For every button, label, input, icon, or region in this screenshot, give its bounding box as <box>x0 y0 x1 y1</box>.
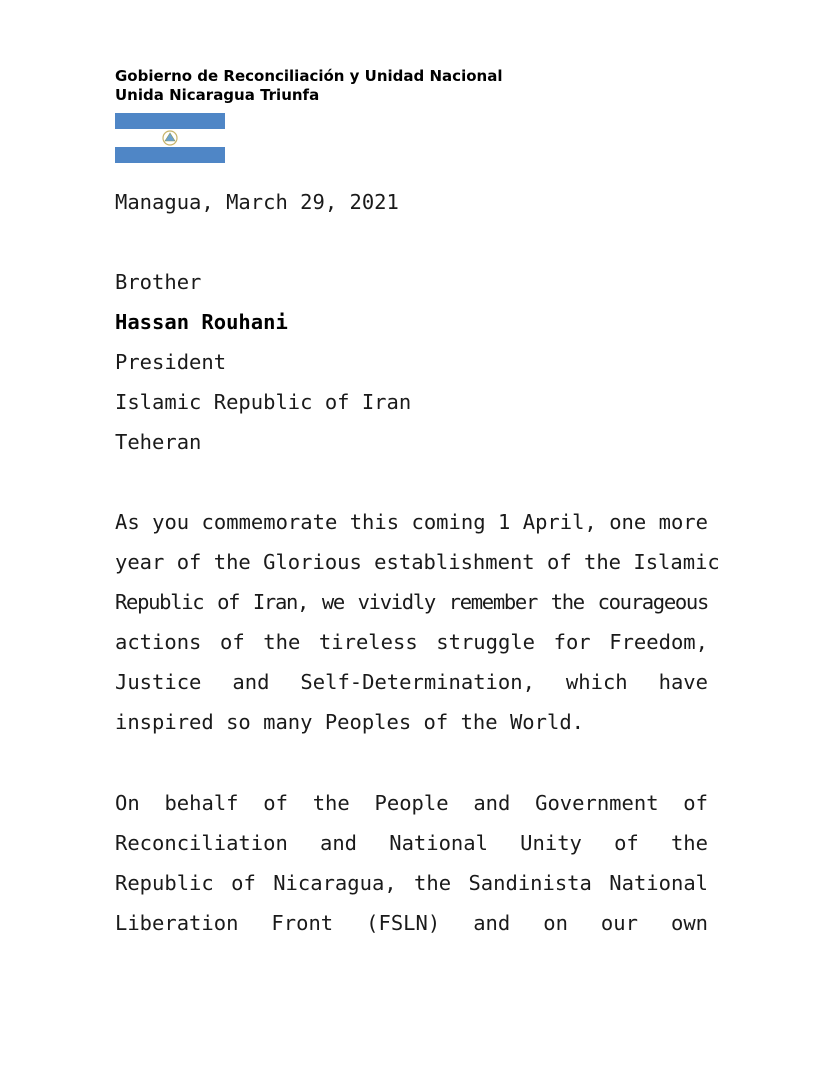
paragraph-line: Liberation Front (FSLN) and on our own <box>115 911 708 935</box>
paragraph-line: actions of the tireless struggle for Freedom, <box>115 630 708 654</box>
paragraph-line: year of the Glorious establishment of the Islamic <box>115 550 720 574</box>
letter-date: Managua, March 29, 2021 <box>115 190 399 214</box>
paragraph-line: Reconciliation and National Unity of the <box>115 831 708 855</box>
nicaragua-flag-icon <box>115 113 225 163</box>
recipient-country: Islamic Republic of Iran <box>115 390 412 414</box>
letterhead <box>115 67 502 105</box>
paragraph-line: As you commemorate this coming 1 April, one more <box>115 510 708 534</box>
paragraph-line: Republic of Nicaragua, the Sandinista National <box>115 871 708 895</box>
paragraph-line: On behalf of the People and Government of <box>115 791 708 815</box>
body-paragraph-1 <box>115 508 720 748</box>
recipient-name: Hassan Rouhani <box>115 310 288 334</box>
paragraph-line: Republic of Iran, we vividly remember the courageous <box>115 590 708 614</box>
recipient-salutation: Brother <box>115 270 202 294</box>
recipient-city: Teheran <box>115 430 202 454</box>
recipient-address <box>115 268 411 468</box>
body-paragraph-2 <box>115 789 708 949</box>
letterhead-line-2: Unida Nicaragua Triunfa <box>115 86 320 104</box>
paragraph-line: Justice and Self-Determination, which have <box>115 670 708 694</box>
recipient-title: President <box>115 350 227 374</box>
paragraph-line: inspired so many Peoples of the World. <box>115 710 584 734</box>
letterhead-line-1: Gobierno de Reconciliación y Unidad Nacional <box>115 67 503 85</box>
